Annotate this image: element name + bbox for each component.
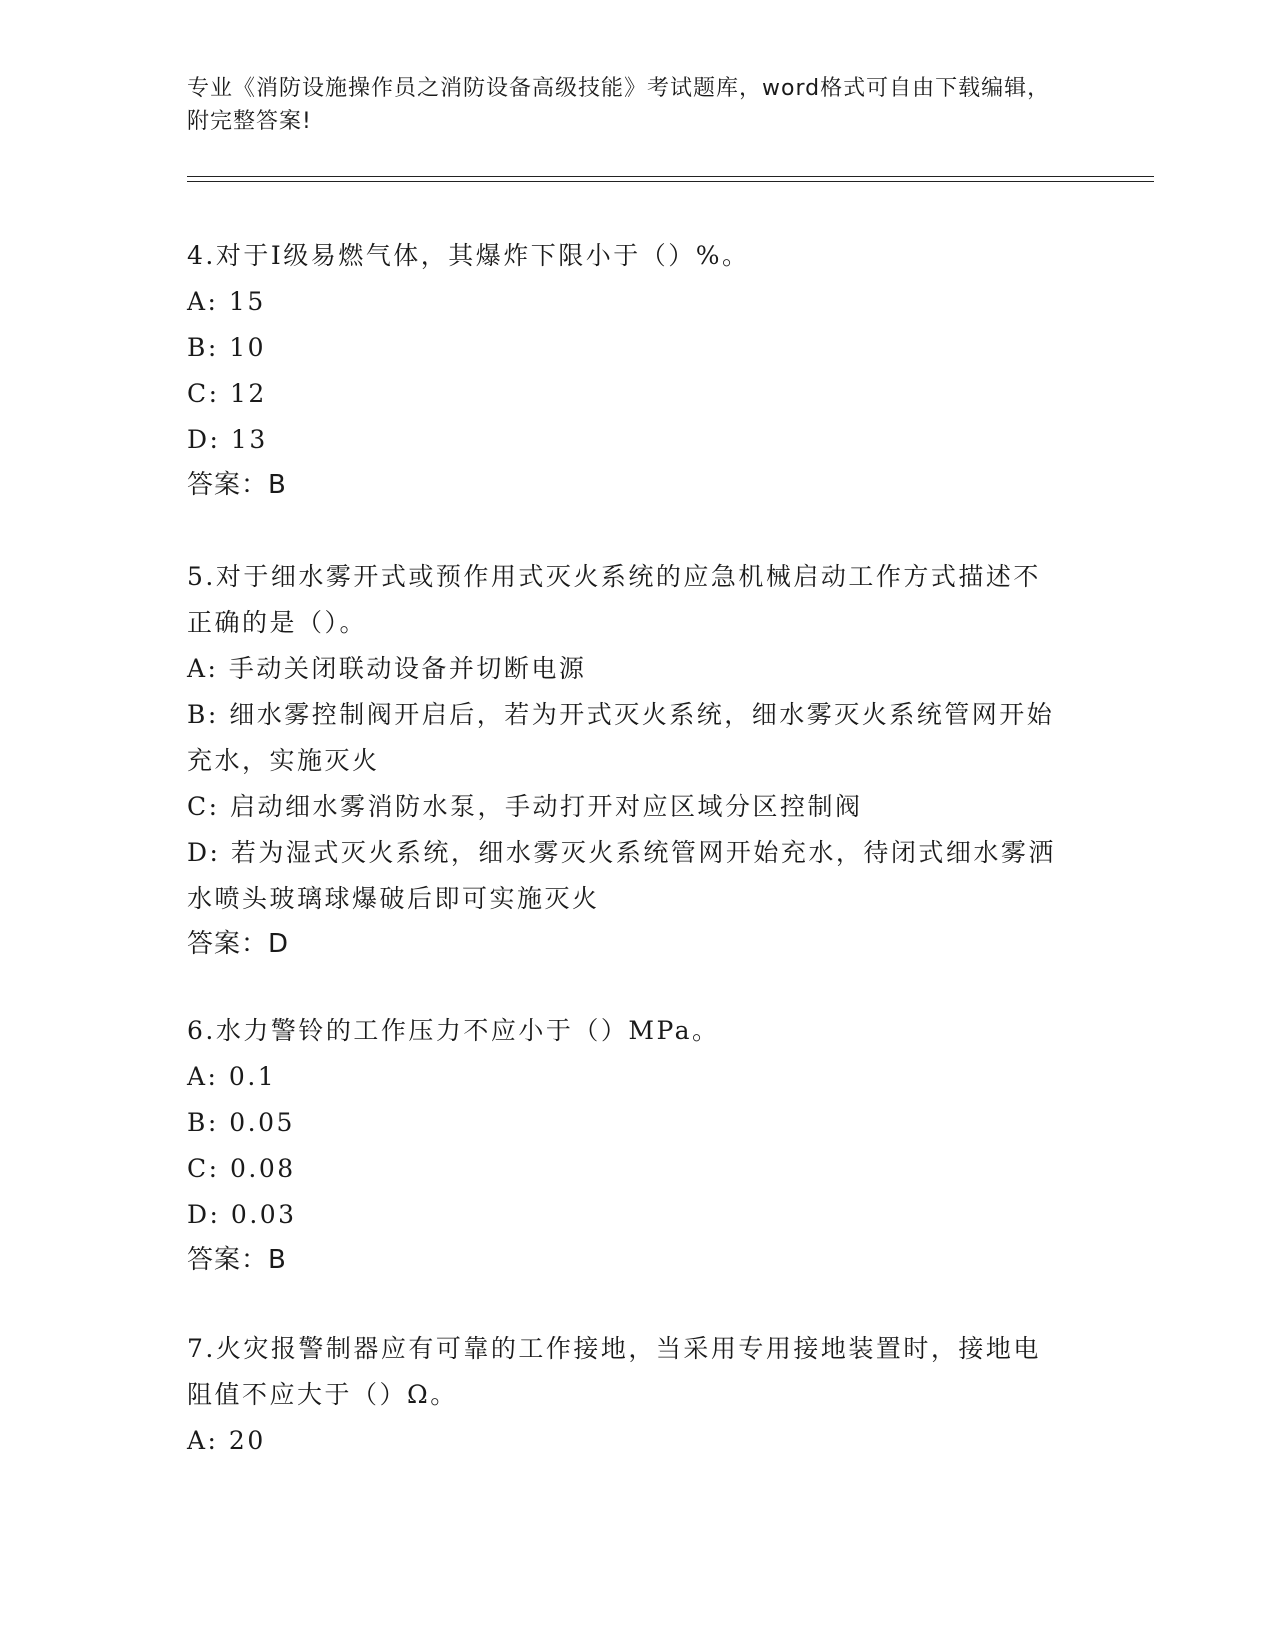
option-b: B: 10 <box>187 333 267 362</box>
header-divider-top <box>187 176 1154 177</box>
option-a: A: 15 <box>187 287 266 316</box>
question-4 <box>187 233 1067 507</box>
option-a: A: 0.1 <box>187 1062 277 1091</box>
question-stem: 7.火灾报警制器应有可靠的工作接地，当采用专用接地装置时，接地电阻值不应大于（）Ω。 <box>187 1334 1041 1409</box>
question-7 <box>187 1326 1067 1464</box>
question-5 <box>187 554 1067 966</box>
question-stem: 4.对于Ⅰ级易燃气体，其爆炸下限小于（）%。 <box>187 241 750 270</box>
answer-label: 答案：D <box>187 929 290 959</box>
option-a: A: 手动关闭联动设备并切断电源 <box>187 654 587 683</box>
option-c: C: 0.08 <box>187 1154 296 1183</box>
option-c: C: 12 <box>187 379 267 408</box>
answer-label: 答案：B <box>187 470 287 500</box>
question-6 <box>187 1008 1067 1282</box>
option-d: D: 13 <box>187 425 268 454</box>
header-divider-bottom <box>187 181 1154 182</box>
answer-label: 答案：B <box>187 1245 287 1275</box>
option-d: D: 若为湿式灭火系统，细水雾灭火系统管网开始充水，待闭式细水雾洒水喷头玻璃球爆破后即可实施灭火 <box>187 838 1056 913</box>
question-stem: 5.对于细水雾开式或预作用式灭火系统的应急机械启动工作方式描述不正确的是（）。 <box>187 562 1041 637</box>
option-a: A: 20 <box>187 1426 266 1455</box>
option-b: B: 细水雾控制阀开启后，若为开式灭火系统，细水雾灭火系统管网开始充水，实施灭火 <box>187 700 1055 775</box>
document-header: 专业《消防设施操作员之消防设备高级技能》考试题库，word格式可自由下载编辑，附完整答案! <box>187 76 1051 134</box>
option-c: C: 启动细水雾消防水泵，手动打开对应区域分区控制阀 <box>187 792 863 821</box>
option-d: D: 0.03 <box>187 1200 297 1229</box>
option-b: B: 0.05 <box>187 1108 295 1137</box>
question-stem: 6.水力警铃的工作压力不应小于（）MPa。 <box>187 1016 720 1045</box>
